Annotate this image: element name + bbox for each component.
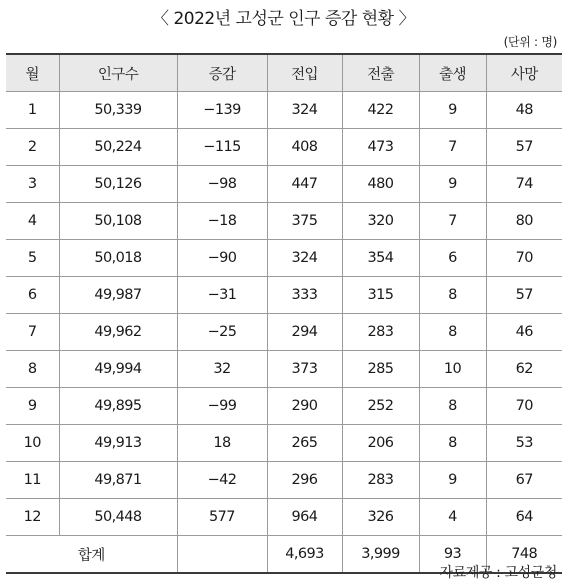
cell-births: 6	[419, 240, 486, 277]
table-row	[6, 388, 562, 425]
table-row	[6, 314, 562, 351]
cell-move-in: 408	[267, 129, 342, 166]
cell-change: 32	[177, 351, 267, 388]
cell-population: 50,339	[59, 92, 177, 129]
total-deaths: 748	[486, 536, 562, 574]
cell-deaths: 64	[486, 499, 562, 536]
table-row	[6, 462, 562, 499]
cell-month: 12	[6, 499, 59, 536]
cell-month: 6	[6, 277, 59, 314]
cell-deaths: 53	[486, 425, 562, 462]
cell-change: −90	[177, 240, 267, 277]
cell-move-in: 324	[267, 240, 342, 277]
col-header-deaths: 사망	[486, 54, 562, 92]
col-header-population: 인구수	[59, 54, 177, 92]
cell-move-out: 422	[342, 92, 419, 129]
cell-move-out: 283	[342, 462, 419, 499]
cell-deaths: 80	[486, 203, 562, 240]
total-move-in: 4,693	[267, 536, 342, 574]
cell-month: 10	[6, 425, 59, 462]
cell-deaths: 70	[486, 240, 562, 277]
cell-deaths: 57	[486, 277, 562, 314]
cell-move-out: 320	[342, 203, 419, 240]
cell-move-in: 447	[267, 166, 342, 203]
table-row	[6, 166, 562, 203]
cell-births: 7	[419, 129, 486, 166]
col-header-move-in: 전입	[267, 54, 342, 92]
cell-deaths: 70	[486, 388, 562, 425]
table-row	[6, 351, 562, 388]
table-row	[6, 277, 562, 314]
cell-births: 9	[419, 462, 486, 499]
cell-population: 49,895	[59, 388, 177, 425]
cell-month: 8	[6, 351, 59, 388]
cell-population: 49,913	[59, 425, 177, 462]
unit-note: (단위 : 명)	[503, 35, 557, 49]
cell-births: 9	[419, 166, 486, 203]
cell-births: 9	[419, 92, 486, 129]
col-header-move-out: 전출	[342, 54, 419, 92]
cell-change: −139	[177, 92, 267, 129]
cell-move-out: 283	[342, 314, 419, 351]
cell-move-in: 333	[267, 277, 342, 314]
cell-births: 7	[419, 203, 486, 240]
cell-population: 49,994	[59, 351, 177, 388]
cell-births: 8	[419, 388, 486, 425]
cell-move-out: 252	[342, 388, 419, 425]
cell-deaths: 57	[486, 129, 562, 166]
cell-births: 4	[419, 499, 486, 536]
cell-population: 49,871	[59, 462, 177, 499]
col-header-births: 출생	[419, 54, 486, 92]
cell-month: 11	[6, 462, 59, 499]
cell-population: 50,448	[59, 499, 177, 536]
cell-births: 8	[419, 425, 486, 462]
cell-change: −18	[177, 203, 267, 240]
cell-population: 49,962	[59, 314, 177, 351]
cell-month: 5	[6, 240, 59, 277]
cell-move-out: 473	[342, 129, 419, 166]
cell-move-out: 206	[342, 425, 419, 462]
cell-move-out: 285	[342, 351, 419, 388]
table-row	[6, 499, 562, 536]
table-row	[6, 92, 562, 129]
total-births: 93	[419, 536, 486, 574]
cell-move-in: 324	[267, 92, 342, 129]
cell-move-in: 296	[267, 462, 342, 499]
cell-change: −115	[177, 129, 267, 166]
cell-deaths: 74	[486, 166, 562, 203]
cell-month: 7	[6, 314, 59, 351]
table-row	[6, 240, 562, 277]
table-row	[6, 425, 562, 462]
source-note: 자료제공 : 고성군청	[439, 565, 557, 581]
cell-move-in: 265	[267, 425, 342, 462]
cell-change: 18	[177, 425, 267, 462]
cell-move-in: 375	[267, 203, 342, 240]
cell-change: −42	[177, 462, 267, 499]
cell-move-in: 290	[267, 388, 342, 425]
cell-change: −31	[177, 277, 267, 314]
cell-births: 8	[419, 277, 486, 314]
total-label: 합계	[6, 536, 177, 574]
cell-move-out: 315	[342, 277, 419, 314]
cell-deaths: 62	[486, 351, 562, 388]
cell-population: 50,224	[59, 129, 177, 166]
cell-move-in: 964	[267, 499, 342, 536]
cell-births: 8	[419, 314, 486, 351]
cell-month: 3	[6, 166, 59, 203]
cell-month: 4	[6, 203, 59, 240]
cell-deaths: 46	[486, 314, 562, 351]
table-title: 〈 2022년 고성군 인구 증감 현황 〉	[152, 9, 415, 29]
table-row	[6, 203, 562, 240]
cell-deaths: 67	[486, 462, 562, 499]
cell-population: 49,987	[59, 277, 177, 314]
total-change	[177, 536, 267, 574]
cell-move-out: 326	[342, 499, 419, 536]
col-header-change: 증감	[177, 54, 267, 92]
cell-population: 50,126	[59, 166, 177, 203]
cell-births: 10	[419, 351, 486, 388]
population-table	[6, 53, 562, 574]
cell-month: 2	[6, 129, 59, 166]
header-row	[6, 54, 562, 92]
cell-change: −99	[177, 388, 267, 425]
cell-move-out: 354	[342, 240, 419, 277]
cell-move-out: 480	[342, 166, 419, 203]
cell-move-in: 294	[267, 314, 342, 351]
cell-population: 50,108	[59, 203, 177, 240]
cell-population: 50,018	[59, 240, 177, 277]
cell-month: 9	[6, 388, 59, 425]
table-row	[6, 129, 562, 166]
cell-move-in: 373	[267, 351, 342, 388]
col-header-month: 월	[6, 54, 59, 92]
total-move-out: 3,999	[342, 536, 419, 574]
cell-change: −98	[177, 166, 267, 203]
cell-change: −25	[177, 314, 267, 351]
cell-deaths: 48	[486, 92, 562, 129]
cell-change: 577	[177, 499, 267, 536]
cell-month: 1	[6, 92, 59, 129]
